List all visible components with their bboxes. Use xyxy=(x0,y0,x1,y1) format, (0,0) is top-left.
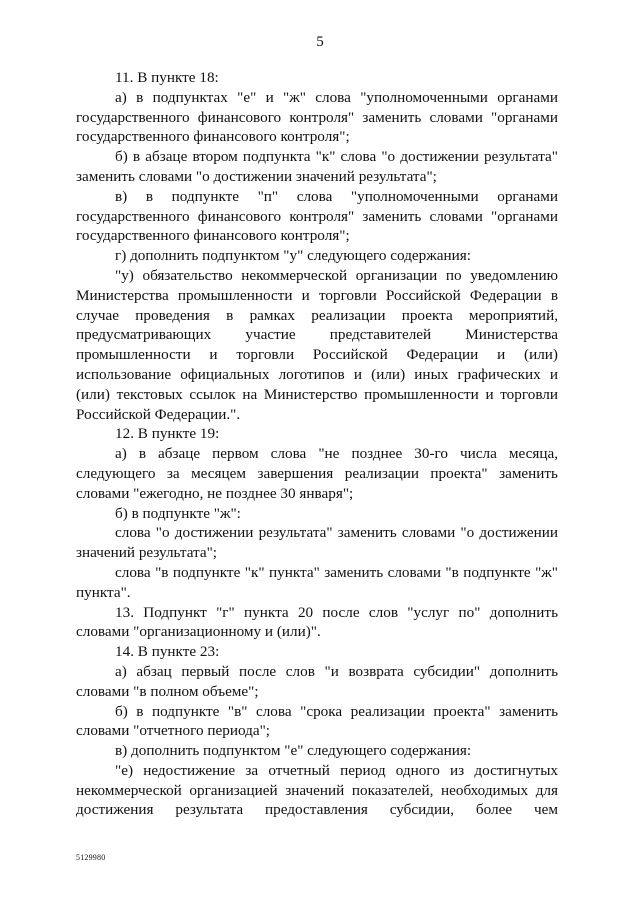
paragraph-item-11: 11. В пункте 18: xyxy=(115,69,219,86)
paragraph-text: слова "в подпункте "к" пункта" заменить словами "в подпункте "ж" пункта". xyxy=(76,563,558,601)
paragraph-item-13: 13. Подпункт "г" пункта 20 после слов "услуг по" дополнить словами "организационному и (или)". xyxy=(76,603,558,641)
paragraph-item-12: 12. В пункте 19: xyxy=(115,425,220,443)
paragraph-subitem-v: в) в подпункте "п" слова "уполномоченными органами государственного финансового контроля" заменить словами "органами государственного финансового контроля"; xyxy=(76,187,558,245)
paragraph-subitem-g: г) дополнить подпунктом "у" следующего содержания: xyxy=(115,247,471,265)
paragraph-subitem-a: а) в абзаце первом слова "не позднее 30-го числа месяца, следующего за месяцем завершения реализации проекта" заменить словами "ежегодно, не позднее 30 января"; xyxy=(76,445,558,502)
paragraph-subitem-a: а) в подпунктах "е" и "ж" слова "уполномоченными органами государственного финансового контроля" заменить словами "органами государственного финансового контроля"; xyxy=(76,88,558,146)
paragraph-subitem-b: б) в подпункте "в" слова "срока реализации проекта" заменить словами "отчетного периода"; xyxy=(76,702,558,740)
paragraph-item-14: 14. В пункте 23: xyxy=(115,643,220,661)
document-code: 5129980 xyxy=(76,853,106,862)
paragraph-quote-e: "е) недостижение за отчетный период одного из достигнутых некоммерческой организацией значений показателей, необходимых для достижения результата предоставления субсидии, более чем xyxy=(76,761,558,819)
page-number: 5 xyxy=(316,34,324,50)
paragraph-subitem-b: б) в абзаце втором подпункта "к" слова "о достижении результата" заменить словами "о достижении значений результата"; xyxy=(76,148,558,185)
paragraph-subitem-a: а) абзац первый после слов "и возврата субсидии" дополнить словами "в полном объеме"; xyxy=(76,662,558,700)
document-body xyxy=(76,68,558,820)
paragraph-quote-u: "у) обязательство некоммерческой организации по уведомлению Министерства промышленности и торговли Российской Федерации в случае проведения в рамках реализации проекта мероприятий, предусматривающих участие представителей Министерства промышленности и торговли Российской Федерации и (или) использование официальных логотипов и (или) иных графических и (или) текстовых ссылок на Министерство промышленности и торговли Российской Федерации.". xyxy=(76,266,558,423)
paragraph-subitem-b: б) в подпункте "ж": xyxy=(115,504,241,522)
paragraph-subitem-v: в) дополнить подпунктом "е" следующего содержания: xyxy=(115,742,472,760)
paragraph-text: слова "о достижении результата" заменить словами "о достижении значений результата"; xyxy=(76,524,558,562)
